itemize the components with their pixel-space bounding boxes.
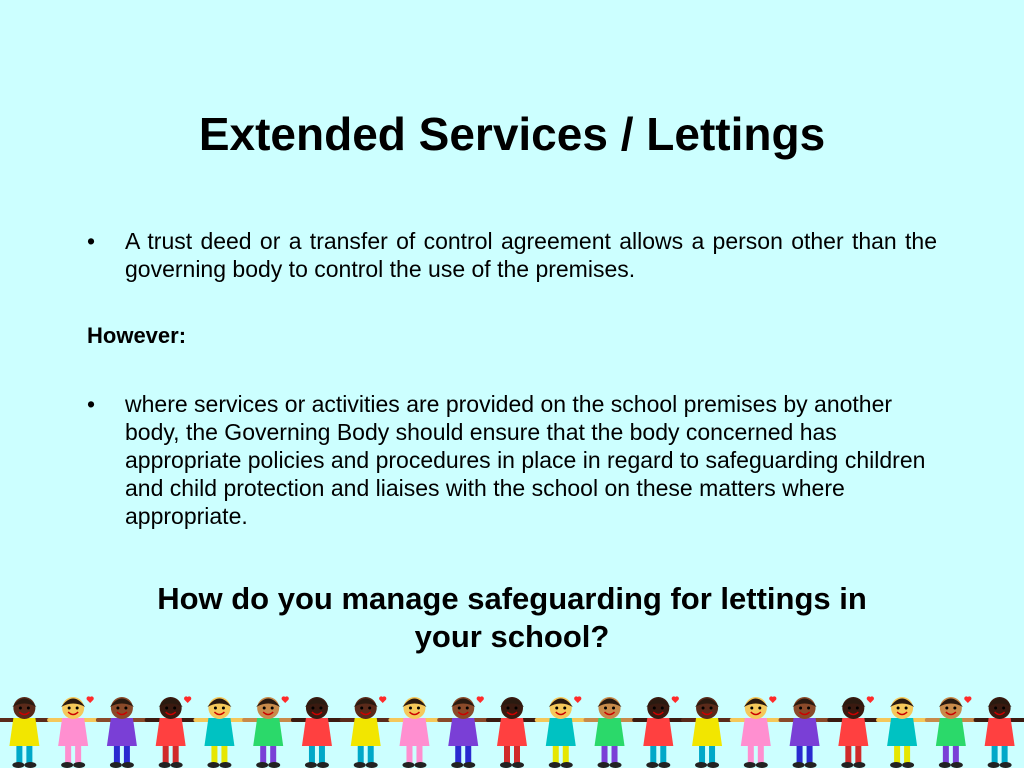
- bullet-trust-deed: [87, 227, 937, 287]
- bullet-marker: •: [87, 228, 96, 254]
- bullet-text: where services or activities are provided on the school premises by another body, the Governing Body should ensure that the body concerned has appropriate policies and procedures in place in regard to safeguarding children and child protection and liaises with the school on these matters where appropriate.: [125, 391, 926, 529]
- child-figure: [244, 696, 292, 768]
- children-border-decoration: [0, 692, 1024, 768]
- child-figure: [98, 697, 146, 768]
- child-figure: [0, 697, 48, 768]
- question-line-1: How do you manage safeguarding for lettings in: [157, 581, 867, 616]
- child-figure: [488, 697, 536, 768]
- child-figure: [927, 696, 975, 768]
- child-figure: [147, 696, 195, 768]
- bullet-marker: •: [87, 391, 96, 417]
- child-figure: [293, 697, 341, 768]
- child-figure: [781, 697, 829, 768]
- child-figure: [634, 696, 682, 768]
- child-figure: [586, 697, 634, 768]
- child-figure: [732, 696, 780, 768]
- child-figure: [195, 697, 243, 768]
- child-figure: [683, 697, 731, 768]
- however-label: However:: [87, 323, 187, 348]
- child-figure: [439, 696, 487, 768]
- discussion-question: [0, 580, 1024, 656]
- child-figure: [390, 697, 438, 768]
- child-figure: [537, 696, 585, 768]
- bullet-services-activities: [87, 390, 937, 530]
- child-figure: [976, 697, 1024, 768]
- slide-title: Extended Services / Lettings: [198, 108, 826, 160]
- child-figure: [829, 696, 877, 768]
- child-figure: [878, 697, 926, 768]
- question-line-2: your school?: [414, 619, 610, 654]
- child-figure: [342, 696, 390, 768]
- child-figure: [49, 696, 97, 768]
- bullet-text: A trust deed or a transfer of control agreement allows a person other than the governing body to control the use of the premises.: [125, 228, 937, 282]
